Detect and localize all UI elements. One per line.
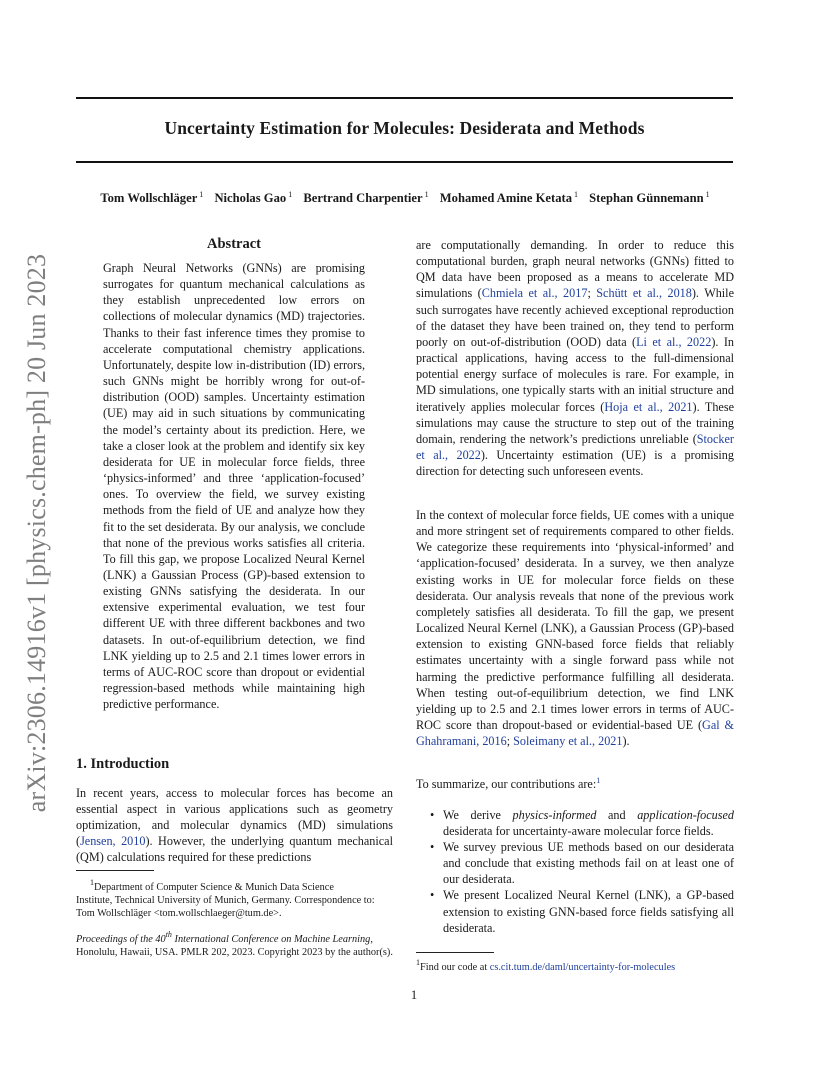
author-list [60,190,750,206]
bullet-icon: • [430,808,435,822]
contributions-list [430,807,734,936]
right-column-paragraph-1: are computationally demanding. In order to reduce this computational burden, graph neural networks (GNNs) fitted to QM data have been proposed as a means to accelerate MD simulations (Chmiela et al., 2017; Schütt et al., 2018). While such surrogates have recently achieved exceptional reproduction of the dataset they have been trained on, they tend to perform poorly on out-of-distribution (OOD) data (Li et al., 2022). In practical applications, having access to the full-dimensional potential energy surface of molecules is rare. For example, in MD simulations, one typically starts with an initial structure and iteratively applies molecular forces (Hoja et al., 2021). These simulations may cause the structure to step out of the training domain, rendering the network’s predictions unreliable (Stocker et al., 2022). Uncertainty estimation (UE) is a promising direction for detecting such unforeseen events. [416,238,735,479]
page-number: 1 [410,988,418,1002]
author: Stephan Günnemann $^1$ [589,190,710,205]
abstract-heading: Abstract [207,236,261,252]
bullet-icon: • [430,840,435,855]
citation-link[interactable]: Schütt et al., 2018 [596,286,692,301]
affiliation-footnote: $^1$Department of Computer Science & Munich Data Science Institute, Technical University of Munich, Germany. Correspondence to: Tom Wollschläger <tom.wollschlaeger@tum.de>. [76,878,375,919]
list-item: • We survey previous UE methods based on our desiderata and conclude that existing methods fail on at least one of our desiderata. [430,840,734,887]
footnote-rule [416,952,494,953]
right-column-paragraph-2: In the context of molecular force fields, UE comes with a unique and more stringent set of requirements compared to other fields. We categorize these requirements into ‘physical-informed’ and ‘application-focused’ desiderata. In a survey, we then analyze existing works in UE for molecular force fields on these desiderata. Our analysis reveals that none of the previous work completely satisfies all desiderata. To fill the gap, we present Localized Neural Kernel (LNK), a Gaussian Process (GP)-based extension to existing GNN-based force fields that reliably estimates uncertainty with a single forward pass while not harming the predictive performance fulfilling all desiderata. When testing out-of-equilibrium detection, we find LNK yielding up to 2.5 and 2.1 times lower errors in terms of AUC-ROC score than dropout-based or evidential-based UE (Gal & Ghahramani, 2016; Soleimany et al., 2021). [416,508,734,749]
citation-link[interactable]: Chmiela et al., 2017 [481,286,588,301]
abstract-text: Graph Neural Networks (GNNs) are promising surrogates for quantum mechanical calculations as they establish unprecedented low errors on collections of molecular dynamics (MD) trajectories. Thanks to their fast inference times they promise to accelerate computational chemistry applications. Unfortunately, despite low in-distribution (ID) errors, such GNNs might be horribly wrong for out-of-distribution (OOD) samples. Uncertainty estimation (UE) may aid in such situations by communicating the model’s certainty about its prediction. Here, we take a closer look at the problem and identify six key desiderata for UE in molecular force fields, three ‘physics-informed’ and three ‘application-focused’ ones. To overview the field, we survey existing methods from the field of UE and analyze how they fit to the set desiderata. By our analysis, we conclude that none of the previous works satisfies all criteria. To fill this gap, we propose Localized Neural Kernel (LNK) a Gaussian Process (GP)-based extension to existing GNNs satisfying the desiderata. In our extensive experimental evaluation, we test four different UE with three different backbones and two datasets. In out-of-equilibrium detection, we find LNK yielding up to 2.5 and 2.1 times lower errors in terms of AUC-ROC score than dropout or evidential regression-based methods while maintaining high predictive performance. [103,261,365,712]
arxiv-stamp [21,235,53,830]
bullet-icon: • [430,888,435,903]
citation-link[interactable]: Li et al., 2022 [636,334,712,349]
arxiv-stamp-text: arXiv:2306.14916v1 [physics.chem-ph] 20 Jun 2023 [22,253,52,812]
contributions-intro: To summarize, our contributions are:$^1$ [416,776,601,791]
proceedings-note: Proceedings of the 40th International Conference on Machine Learning, Honolulu, Hawaii, USA. PMLR 202, 2023. Copyright 2023 by the author(s). [76,930,393,958]
author: Tom Wollschläger $^1$ [100,190,204,205]
author: Bertrand Charpentier $^1$ [303,190,429,205]
footnote-rule [76,870,154,871]
author: Mohamed Amine Ketata $^1$ [439,190,578,205]
citation-link[interactable]: Stocker et al., 2022 [416,431,734,463]
title-top-rule [76,97,733,99]
section-heading-introduction: 1. Introduction [76,756,170,772]
citation-link[interactable]: Hoja et al., 2021 [604,399,693,414]
title-bottom-rule [76,161,733,163]
intro-paragraph: In recent years, access to molecular forces has become an essential aspect in various applications such as geometry optimization, and molecular dynamics (MD) simulations (Jensen, 2010). However, the underlying quantum mechanical (QM) calculations required for these predictions [76,786,393,865]
paper-title: Uncertainty Estimation for Molecules: Desiderata and Methods [164,118,645,138]
code-footnote: $^1$Find our code at cs.cit.tum.de/daml/uncertainty-for-molecules [416,958,676,973]
citation-link[interactable]: Jensen, 2010 [80,834,146,849]
list-item: • We derive physics-informed and application-focused desiderata for uncertainty-aware molecular force fields. [430,808,734,839]
list-item: • We present Localized Neural Kernel (LNK), a GP-based extension to existing GNN-based force fields satisfying all desiderata. [430,888,734,935]
author: Nicholas Gao $^1$ [214,190,293,205]
citation-link[interactable]: Soleimany et al., 2021 [513,734,623,749]
code-link[interactable]: cs.cit.tum.de/daml/uncertainty-for-molecules [489,962,676,973]
citation-link[interactable]: Gal & Ghahramani, 2016 [416,718,734,749]
